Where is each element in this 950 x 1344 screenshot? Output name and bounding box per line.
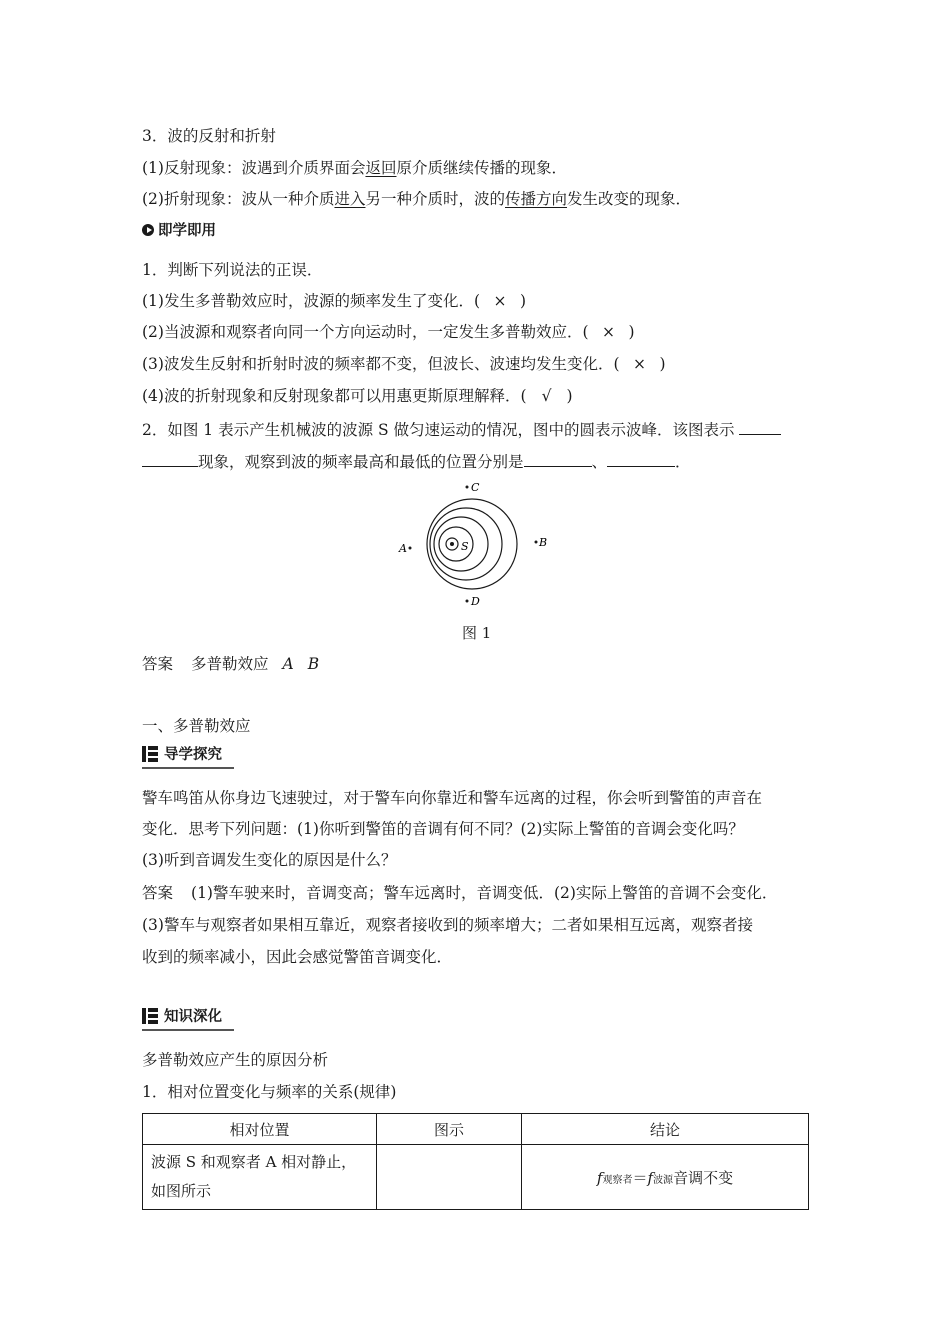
- figure-caption: 图 1: [462, 624, 492, 642]
- answer-b: B: [307, 655, 320, 673]
- answer-text: (1)警车驶来时，音调变高；警车远离时，音调变低．(2)实际上警笛的音调不会变化．: [191, 884, 778, 902]
- answer-line: [142, 653, 319, 675]
- refraction-middle: 另一种介质时，波的: [365, 190, 505, 208]
- knowledge-deepen-label: 知识深化: [164, 1009, 222, 1025]
- column-header: 图示: [377, 1114, 522, 1145]
- question-1-title: 1．判断下列说法的正误．: [142, 261, 323, 279]
- label-d: D: [471, 595, 480, 608]
- paren-close: ): [520, 292, 527, 310]
- wave-crest-circle: [427, 499, 517, 589]
- judgement-text: (1)发生多普勒效应时，波源的频率发生了变化．(: [142, 292, 481, 310]
- period: ．: [675, 453, 691, 471]
- section-bars-icon: [142, 1008, 158, 1024]
- question-2-line-2: [142, 451, 691, 473]
- guide-explore-header: [142, 743, 222, 767]
- question-2-text-2: 现象，观察到波的频率最高和最低的位置分别是: [198, 453, 524, 471]
- judgement-item: [142, 321, 635, 343]
- answer-label: 答案: [142, 884, 174, 902]
- paren-close: ): [566, 387, 573, 405]
- answer-blank: [142, 452, 198, 467]
- header-underline: [142, 767, 234, 769]
- label-a: A: [399, 542, 407, 555]
- header-underline: [142, 1029, 234, 1031]
- reflection-prefix: (1)反射现象：波遇到介质界面会: [142, 159, 366, 177]
- table-row: [143, 1145, 809, 1210]
- answer-line: [142, 882, 777, 904]
- item-1-line: 1．相对位置变化与频率的关系(规律): [142, 1083, 397, 1101]
- equals-sign: ＝: [632, 1168, 648, 1187]
- frequency-symbol: f: [647, 1168, 654, 1187]
- answer-blank: [739, 420, 781, 435]
- answer-a: A: [282, 655, 294, 673]
- cell-text: 如图所示: [151, 1182, 212, 1200]
- judgement-text: (2)当波源和观察者向同一个方向运动时，一定发生多普勒效应．(: [142, 323, 589, 341]
- reflection-line: [142, 157, 567, 179]
- guide-explore-label: 导学探究: [164, 747, 222, 763]
- refraction-keyword-1: 进入: [334, 190, 366, 208]
- paren-close: ): [628, 323, 635, 341]
- question-2-text: 2．如图 1 表示产生机械波的波源 S 做匀速运动的情况，图中的圆表示波峰．该图表示: [142, 421, 735, 439]
- refraction-line: [142, 188, 691, 210]
- cross-mark: ×: [633, 355, 647, 373]
- quick-practice-label: 即学即用: [158, 223, 216, 239]
- cell-text: 波源 S 和观察者 A 相对静止，: [151, 1153, 357, 1171]
- answer-text: 多普勒效应: [191, 655, 269, 673]
- paragraph-line: 变化．思考下列问题：(1)你听到警笛的音调有何不同？(2)实际上警笛的音调会变化吗？: [142, 820, 744, 838]
- answer-blank: [524, 452, 592, 467]
- column-header: 相对位置: [143, 1114, 377, 1145]
- paragraph-line: (3)听到音调发生变化的原因是什么？: [142, 851, 397, 869]
- column-header: 结论: [522, 1114, 809, 1145]
- judgement-item: [142, 353, 666, 375]
- judgement-item: [142, 290, 526, 312]
- frequency-symbol: f: [596, 1168, 603, 1187]
- label-s: S: [461, 540, 469, 553]
- label-c: C: [471, 481, 480, 494]
- quick-practice-tag: [142, 219, 216, 240]
- point-b-dot: [535, 541, 538, 544]
- answer-blank: [607, 452, 675, 467]
- refraction-keyword-2: 传播方向: [505, 190, 568, 208]
- play-circle-icon: [142, 224, 154, 236]
- relation-table: [142, 1113, 809, 1210]
- observer-subscript: 观察者: [602, 1174, 633, 1186]
- answer-label: 答案: [142, 655, 174, 673]
- source-subscript: 波源: [653, 1174, 674, 1186]
- answer-line: 收到的频率减小，因此会感觉警笛音调变化．: [142, 948, 453, 966]
- check-mark: √: [541, 387, 552, 405]
- cross-mark: ×: [602, 323, 616, 341]
- refraction-suffix: 发生改变的现象．: [567, 190, 692, 208]
- knowledge-deepen-header: [142, 1005, 222, 1029]
- judgement-item: [142, 385, 573, 407]
- source-dot: [450, 542, 454, 546]
- judgement-text: (4)波的折射现象和反射现象都可以用惠更斯原理解释．(: [142, 387, 527, 405]
- conclusion-text: 音调不变: [673, 1168, 734, 1187]
- point-c-dot: [466, 486, 469, 489]
- doppler-wave-figure: [390, 476, 560, 611]
- table-header-row: [143, 1114, 809, 1145]
- point-d-dot: [466, 600, 469, 603]
- label-b: B: [539, 536, 548, 549]
- section-bars-icon: [142, 746, 158, 762]
- answer-line: (3)警车与观察者如果相互靠近，观察者接收到的频率增大；二者如果相互远离，观察者接: [142, 916, 753, 934]
- intro-line: 多普勒效应产生的原因分析: [142, 1051, 329, 1069]
- conclusion-cell: [522, 1145, 809, 1210]
- section-3-title: 3．波的反射和折射: [142, 127, 276, 145]
- paragraph-line: 警车鸣笛从你身边飞速驶过，对于警车向你靠近和警车远离的过程，你会听到警笛的声音在: [142, 789, 763, 807]
- cross-mark: ×: [493, 292, 507, 310]
- diagram-cell: [377, 1145, 522, 1210]
- question-2-line-1: [142, 419, 781, 441]
- reflection-keyword: 返回: [365, 159, 397, 177]
- reflection-suffix: 原介质继续传播的现象．: [396, 159, 567, 177]
- relative-position-cell: [143, 1145, 377, 1210]
- part-1-heading: 一、多普勒效应: [142, 717, 251, 735]
- refraction-prefix: (2)折射现象：波从一种介质: [142, 190, 335, 208]
- separator: 、: [591, 453, 608, 471]
- judgement-text: (3)波发生反射和折射时波的频率都不变，但波长、波速均发生变化．(: [142, 355, 620, 373]
- point-a-dot: [409, 547, 412, 550]
- paren-close: ): [659, 355, 666, 373]
